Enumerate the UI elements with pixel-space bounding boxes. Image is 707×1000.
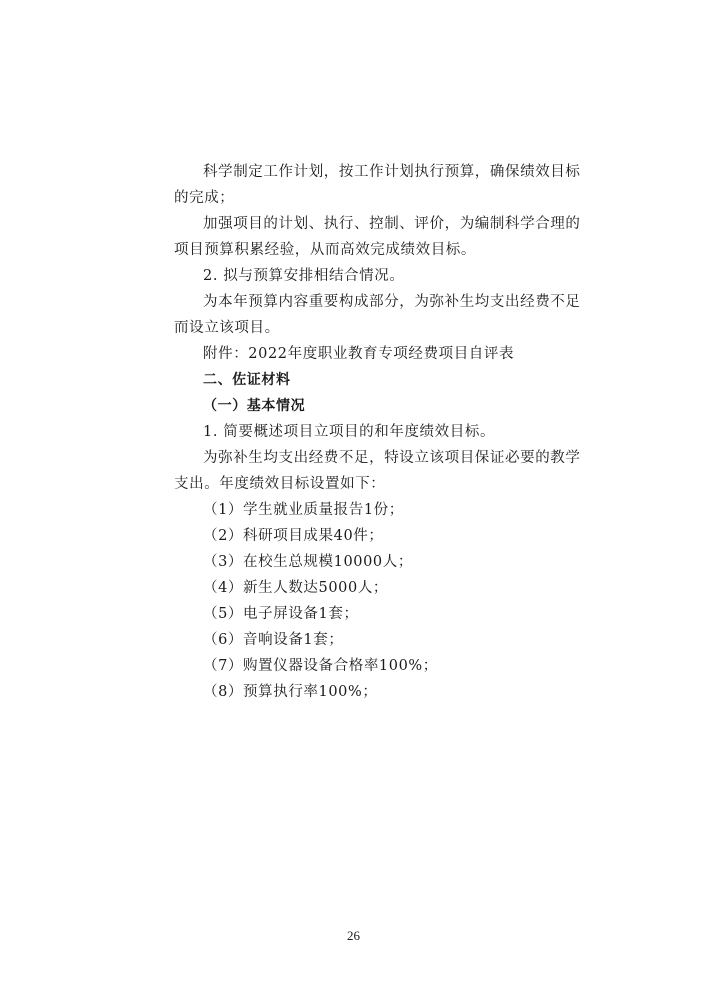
target-item: （3）在校生总规模10000人； <box>203 554 413 570</box>
paragraph-line: 2. 拟与预算安排相结合情况。 <box>203 268 405 284</box>
target-item: （1）学生就业质量报告1份； <box>203 502 404 518</box>
paragraph-line: 为本年预算内容重要构成部分，为弥补生均支出经费不足 <box>203 294 581 310</box>
paragraph-line: 为弥补生均支出经费不足，特设立该项目保证必要的教学 <box>203 450 581 466</box>
paragraph-line: 的完成； <box>174 190 235 206</box>
target-item: （7）购置仪器设备合格率100%； <box>203 658 438 674</box>
paragraph-line: 1. 简要概述项目立项目的和年度绩效目标。 <box>203 424 496 440</box>
paragraph-line: 项目预算积累经验，从而高效完成绩效目标。 <box>174 242 476 258</box>
paragraph-line: 支出。年度绩效目标设置如下： <box>174 476 386 492</box>
paragraph-line: 科学制定工作计划，按工作计划执行预算，确保绩效目标 <box>203 164 581 180</box>
paragraph-line: 而设立该项目。 <box>174 320 280 336</box>
paragraph-line: 加强项目的计划、执行、控制、评价，为编制科学合理的 <box>203 216 581 232</box>
subsection-heading: （一）基本情况 <box>203 398 306 414</box>
page-number: 26 <box>347 928 360 943</box>
target-item: （6）音响设备1套； <box>203 632 344 648</box>
target-item: （8）预算执行率100%； <box>203 684 378 700</box>
target-item: （4）新生人数达5000人； <box>203 580 389 596</box>
target-item: （2）科研项目成果40件； <box>203 528 384 544</box>
target-item: （5）电子屏设备1套； <box>203 606 359 622</box>
section-heading: 二、佐证材料 <box>203 372 291 388</box>
attachment-note: 附件：2022年度职业教育专项经费项目自评表 <box>203 346 515 362</box>
